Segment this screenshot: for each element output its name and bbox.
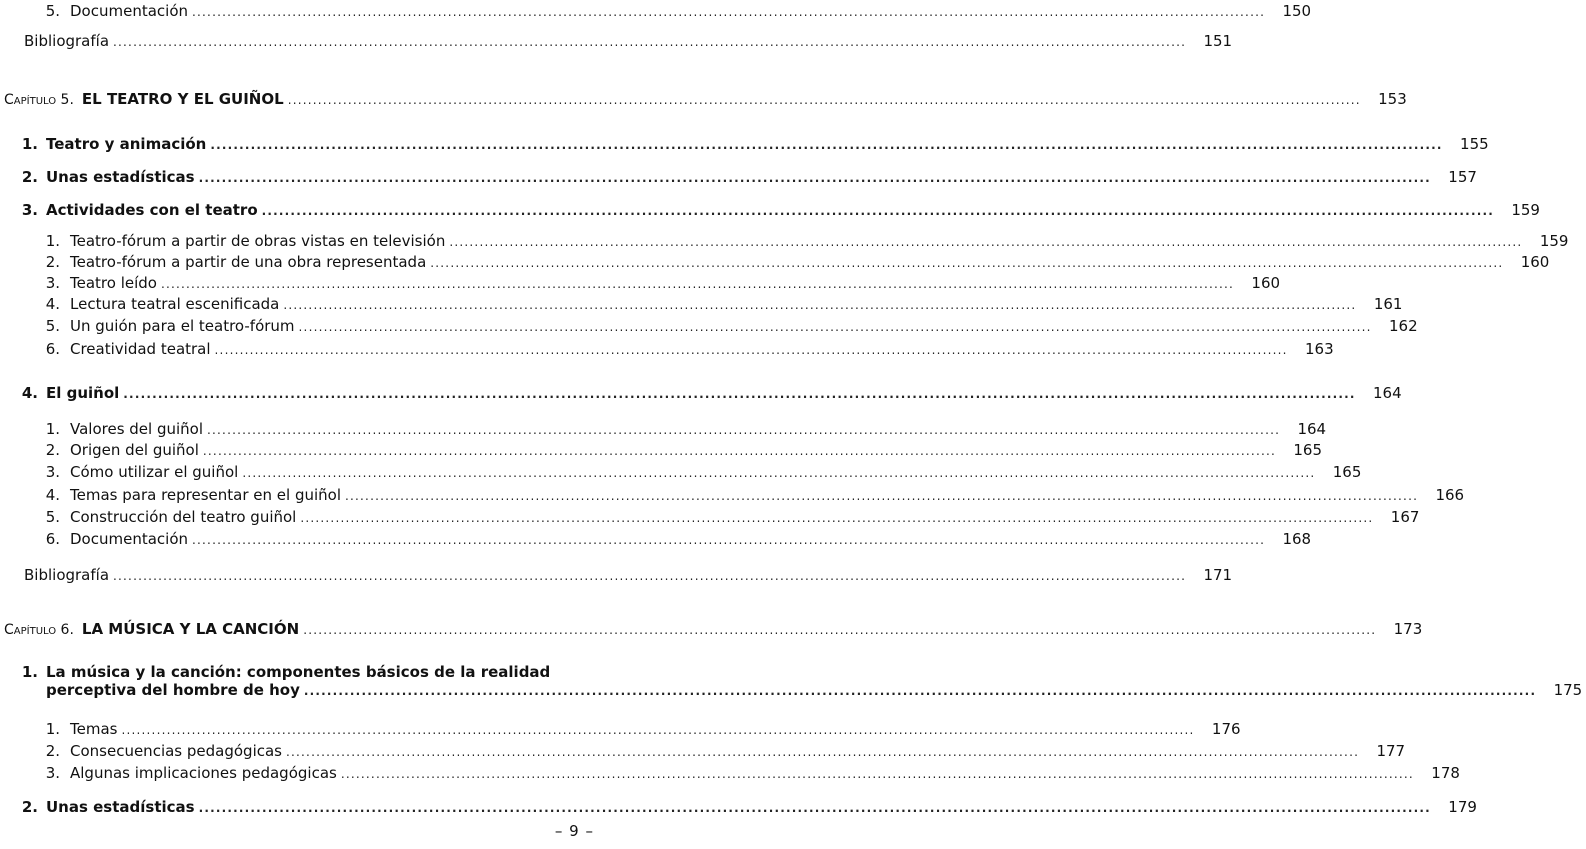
entry-title: Teatro y animación bbox=[46, 135, 207, 153]
entry-number: 4. bbox=[21, 384, 38, 402]
entry-title: Cómo utilizar el guiñol bbox=[70, 463, 239, 481]
dot-leader bbox=[449, 235, 1522, 249]
entry-title: Teatro-fórum a partir de obras vistas en televisión bbox=[70, 232, 446, 250]
entry-page: 160 bbox=[1251, 274, 1281, 292]
toc-entry bbox=[0, 32, 1233, 54]
dot-leader bbox=[299, 320, 1372, 334]
toc-entry bbox=[0, 317, 1418, 339]
entry-number: 3. bbox=[21, 201, 38, 219]
dot-leader bbox=[283, 298, 1356, 312]
toc-entry bbox=[0, 742, 1406, 764]
toc-entry bbox=[0, 508, 1420, 530]
dot-leader bbox=[288, 93, 1361, 107]
entry-number: 3. bbox=[45, 463, 60, 481]
entry-page: 165 bbox=[1293, 441, 1322, 459]
entry-page: 171 bbox=[1203, 566, 1233, 584]
entry-page: 177 bbox=[1376, 742, 1406, 760]
entry-page: 178 bbox=[1431, 764, 1460, 782]
entry-page: 179 bbox=[1448, 798, 1477, 816]
toc-entry bbox=[0, 441, 1322, 463]
dot-leader bbox=[161, 277, 1234, 291]
entry-number: 3. bbox=[45, 274, 60, 292]
dot-leader bbox=[303, 623, 1376, 637]
toc-section bbox=[0, 168, 1477, 190]
entry-page: 164 bbox=[1373, 384, 1402, 402]
chapter-kicker: Capítulo 6. bbox=[4, 622, 74, 638]
entry-title: Bibliografía bbox=[24, 566, 110, 584]
toc-section bbox=[0, 798, 1477, 820]
dot-leader bbox=[286, 745, 1359, 759]
entry-page: 163 bbox=[1305, 340, 1334, 358]
entry-page: 166 bbox=[1435, 486, 1465, 504]
dot-leader bbox=[192, 5, 1265, 19]
dot-leader bbox=[242, 466, 1315, 480]
toc-entry bbox=[0, 486, 1465, 508]
dot-leader bbox=[113, 35, 1186, 49]
entry-page: 155 bbox=[1460, 135, 1489, 153]
toc-entry bbox=[0, 764, 1460, 786]
dot-leader bbox=[199, 801, 1431, 815]
entry-title: Origen del guiñol bbox=[70, 441, 199, 459]
dot-leader bbox=[121, 723, 1194, 737]
entry-page: 153 bbox=[1378, 90, 1407, 108]
toc-entry bbox=[0, 463, 1362, 485]
dot-leader bbox=[215, 343, 1288, 357]
entry-title: Construcción del teatro guiñol bbox=[70, 508, 297, 526]
entry-number: 5. bbox=[45, 2, 60, 20]
entry-number: 5. bbox=[45, 508, 60, 526]
dot-leader bbox=[210, 138, 1442, 152]
dot-leader bbox=[345, 489, 1418, 503]
toc-section bbox=[0, 663, 1583, 707]
toc-section bbox=[0, 201, 1540, 223]
entry-page: 157 bbox=[1448, 168, 1477, 186]
chapter-heading bbox=[0, 90, 1407, 112]
entry-number: 2. bbox=[45, 253, 60, 271]
entry-number: 1. bbox=[21, 135, 38, 153]
entry-title: Bibliografía bbox=[24, 32, 110, 50]
toc-section bbox=[0, 135, 1489, 157]
dot-leader bbox=[341, 767, 1414, 781]
entry-page: 164 bbox=[1297, 420, 1327, 438]
toc-entry bbox=[0, 295, 1403, 317]
toc-entry bbox=[0, 720, 1241, 742]
toc-entry bbox=[0, 274, 1281, 296]
dot-leader bbox=[199, 171, 1431, 185]
entry-page: 175 bbox=[1553, 681, 1583, 699]
dot-leader bbox=[113, 569, 1186, 583]
dot-leader bbox=[304, 684, 1536, 698]
toc-entry bbox=[0, 566, 1233, 588]
entry-page: 161 bbox=[1373, 295, 1403, 313]
dot-leader bbox=[192, 533, 1265, 547]
dot-leader bbox=[203, 444, 1276, 458]
toc-entry bbox=[0, 530, 1312, 552]
chapter-heading bbox=[0, 620, 1423, 642]
entry-title: Unas estadísticas bbox=[46, 798, 195, 816]
entry-page: 173 bbox=[1393, 620, 1423, 638]
entry-number: 5. bbox=[45, 317, 60, 335]
entry-title: Actividades con el teatro bbox=[46, 201, 258, 219]
entry-title: El guiñol bbox=[46, 384, 120, 402]
entry-page: 160 bbox=[1520, 253, 1550, 271]
dot-leader bbox=[123, 387, 1355, 401]
entry-number: 2. bbox=[21, 168, 38, 186]
entry-title: Creatividad teatral bbox=[70, 340, 211, 358]
entry-title-line1: La música y la canción: componentes básicos de la realidad bbox=[46, 663, 551, 681]
entry-number: 2. bbox=[21, 798, 38, 816]
entry-number: 1. bbox=[45, 720, 60, 738]
chapter-kicker: Capítulo 5. bbox=[4, 92, 74, 108]
toc-section bbox=[0, 384, 1402, 406]
entry-title: Consecuencias pedagógicas bbox=[70, 742, 282, 760]
entry-title-line2: perceptiva del hombre de hoy bbox=[46, 681, 300, 699]
entry-page: 162 bbox=[1389, 317, 1418, 335]
entry-title: Unas estadísticas bbox=[46, 168, 195, 186]
entry-number: 4. bbox=[45, 295, 60, 313]
toc-entry bbox=[0, 2, 1312, 24]
toc-entry bbox=[0, 232, 1569, 254]
entry-title: Documentación bbox=[70, 2, 189, 20]
chapter-title: EL TEATRO Y EL GUIÑOL bbox=[81, 90, 284, 108]
entry-title: Lectura teatral escenificada bbox=[70, 295, 280, 313]
entry-number: 1. bbox=[45, 420, 60, 438]
chapter-title: LA MÚSICA Y LA CANCIÓN bbox=[81, 620, 300, 638]
entry-number: 2. bbox=[45, 441, 60, 459]
dot-leader bbox=[430, 256, 1503, 270]
dot-leader bbox=[262, 204, 1494, 218]
entry-title: Temas bbox=[70, 720, 118, 738]
entry-number: 1. bbox=[21, 663, 38, 681]
entry-title: Temas para representar en el guiñol bbox=[70, 486, 341, 504]
entry-title: Teatro leído bbox=[70, 274, 157, 292]
entry-page: 168 bbox=[1282, 530, 1312, 548]
entry-page: 165 bbox=[1332, 463, 1362, 481]
entry-page: 150 bbox=[1282, 2, 1312, 20]
toc-entry bbox=[0, 340, 1334, 362]
entry-title: Teatro-fórum a partir de una obra representada bbox=[70, 253, 427, 271]
entry-number: 1. bbox=[45, 232, 60, 250]
entry-page: 159 bbox=[1511, 201, 1540, 219]
entry-number: 3. bbox=[45, 764, 60, 782]
entry-title: Documentación bbox=[70, 530, 189, 548]
entry-title: Valores del guiñol bbox=[70, 420, 204, 438]
entry-page: 151 bbox=[1203, 32, 1233, 50]
toc-entry bbox=[0, 420, 1327, 442]
entry-page: 176 bbox=[1211, 720, 1241, 738]
entry-number: 4. bbox=[45, 486, 60, 504]
entry-number: 6. bbox=[45, 340, 60, 358]
dot-leader bbox=[300, 511, 1373, 525]
toc-entry bbox=[0, 253, 1550, 275]
entry-title: Un guión para el teatro-fórum bbox=[70, 317, 295, 335]
entry-number: 2. bbox=[45, 742, 60, 760]
entry-number: 6. bbox=[45, 530, 60, 548]
dot-leader bbox=[207, 423, 1280, 437]
page-number: – 9 – bbox=[554, 822, 594, 840]
entry-page: 167 bbox=[1390, 508, 1420, 526]
entry-title: Algunas implicaciones pedagógicas bbox=[70, 764, 337, 782]
entry-page: 159 bbox=[1539, 232, 1569, 250]
